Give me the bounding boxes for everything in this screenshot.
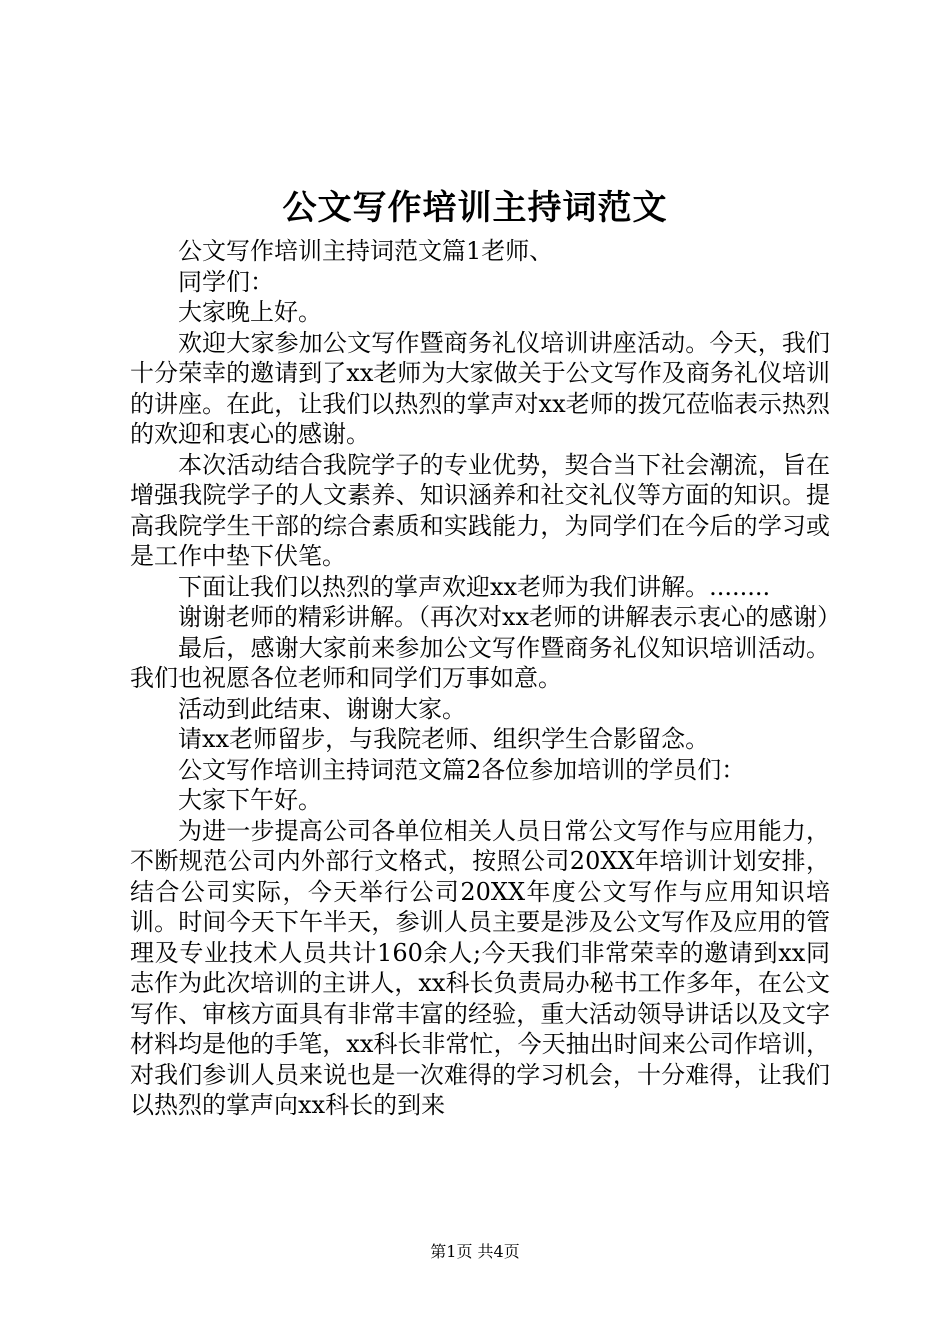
- paragraph-7: 谢谢老师的精彩讲解。（再次对xx老师的讲解表示衷心的感谢）: [178, 603, 842, 631]
- page-number-footer: 第1页 共4页: [430, 1242, 520, 1261]
- paragraph-2: 同学们：: [178, 267, 274, 296]
- paragraph-4: 欢迎大家参加公文写作暨商务礼仪培训讲座活动。今天，我们十分荣幸的邀请到了xx老师为大家做关于公文写作及商务礼仪培训的讲座。在此，让我们以热烈的掌声对xx老师的拨冗莅临表示热烈的欢迎和衷心的感谢。: [130, 328, 830, 448]
- paragraph-12: 大家下午好。: [178, 786, 322, 814]
- paragraph-5: 本次活动结合我院学子的专业优势，契合当下社会潮流，旨在增强我院学子的人文素养、知识涵养和社交礼仪等方面的知识。提高我院学生干部的综合素质和实践能力，为同学们在今后的学习或是工作中垫下伏笔。: [130, 450, 830, 570]
- paragraph-13: 为进一步提高公司各单位相关人员日常公文写作与应用能力，不断规范公司内外部行文格式，按照公司20XX年培训计划安排，结合公司实际，今天举行公司20XX年度公文写作与应用知识培训。时间今天下午半天，参训人员主要是涉及公文写作及应用的管理及专业技术人员共计160余人;今天我们非常荣幸的邀请到xx同志作为此次培训的主讲人，xx科长负责局办秘书工作多年，在公文写作、审核方面具有非常丰富的经验，重大活动领导讲话以及文字材料均是他的手笔，xx科长非常忙，今天抽出时间来公司作培训，对我们参训人员来说也是一次难得的学习机会，十分难得，让我们以热烈的掌声向xx科长的到来: [130, 816, 830, 1119]
- document-body: [130, 236, 842, 1121]
- paragraph-6: 下面让我们以热烈的掌声欢迎xx老师为我们讲解。........: [178, 572, 771, 601]
- paragraph-8: 最后，感谢大家前来参加公文写作暨商务礼仪知识培训活动。我们也祝愿各位老师和同学们万事如意。: [130, 633, 830, 692]
- paragraph-1: 公文写作培训主持词范文篇1老师、: [178, 237, 554, 265]
- paragraph-3: 大家晚上好。: [178, 298, 322, 326]
- paragraph-11: 公文写作培训主持词范文篇2各位参加培训的学员们：: [178, 755, 746, 784]
- document-title: 公文写作培训主持词范文: [282, 188, 668, 228]
- paragraph-9: 活动到此结束、谢谢大家。: [178, 694, 466, 723]
- paragraph-10: 请xx老师留步，与我院老师、组织学生合影留念。: [178, 725, 710, 753]
